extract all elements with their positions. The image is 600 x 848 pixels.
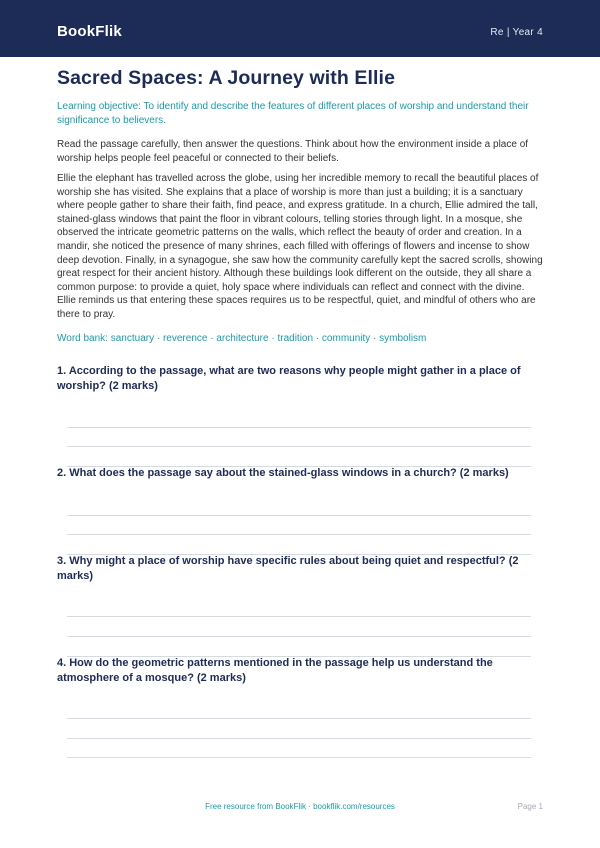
question-4: 4. How do the geometric patterns mentioned in the passage help us understand the atmosphere of a mosque? (2 marks) — [57, 657, 493, 684]
word-bank: Word bank: sanctuary · reverence · architecture · tradition · community · symbolism — [57, 333, 427, 344]
learning-objective: Learning objective: To identify and describe the features of different places of worship and understand their significance to believers. — [57, 101, 529, 126]
reading-passage: Ellie the elephant has travelled across the globe, using her incredible memory to recall the beautiful places of worship she has visited. She explains that a place of worship is more than just a building; it is a sanctuary where people gather to share their faith, find peace, and express gratitude. In a church, Ellie admired the tall, stained-glass windows that paint the floor in vibrant colours, telling stories through light. In a mosque, she observed the intricate geometric patterns on the walls, which reflect the beauty of order and creation. In a mandir, she noticed the presence of many shrines, each filled with offerings of flowers and incense to show deep devotion. Finally, in a synagogue, she saw how the community carefully kept the sacred scrolls, showing great respect for their ancient history. Although these buildings look different on the outside, they all share a common purpose: to provide a quiet, holy space where individuals can reflect and connect with the divine. Ellie reminds us that entering these spaces requires us to be respectful, quiet, and mindful of others who are there to pray. — [57, 173, 543, 320]
page-title: Sacred Spaces: A Journey with Ellie — [57, 67, 396, 89]
subject-year-label: Re | Year 4 — [490, 27, 543, 38]
question-1: 1. According to the passage, what are two reasons why people might gather in a place of worship? (2 marks) — [57, 365, 521, 392]
answer-line[interactable] — [67, 636, 531, 637]
page-header — [0, 0, 600, 57]
page-number: Page 1 — [517, 802, 543, 811]
footer-credit: Free resource from BookFlik · bookflik.com/resources — [205, 802, 395, 811]
answer-line[interactable] — [67, 718, 531, 719]
question-2: 2. What does the passage say about the stained-glass windows in a church? (2 marks) — [57, 467, 509, 479]
answer-line[interactable] — [67, 738, 531, 739]
brand-logo: BookFlik — [57, 23, 122, 40]
answer-line[interactable] — [67, 534, 531, 535]
answer-line[interactable] — [67, 757, 531, 758]
instructions: Read the passage carefully, then answer the questions. Think about how the environment inside a place of worship helps people feel peaceful or connected to their beliefs. — [57, 139, 529, 164]
answer-line[interactable] — [67, 616, 531, 617]
answer-line[interactable] — [67, 515, 531, 516]
question-3: 3. Why might a place of worship have specific rules about being quiet and respectful? (2 marks) — [57, 555, 519, 582]
answer-line[interactable] — [67, 427, 531, 428]
answer-line[interactable] — [67, 446, 531, 447]
